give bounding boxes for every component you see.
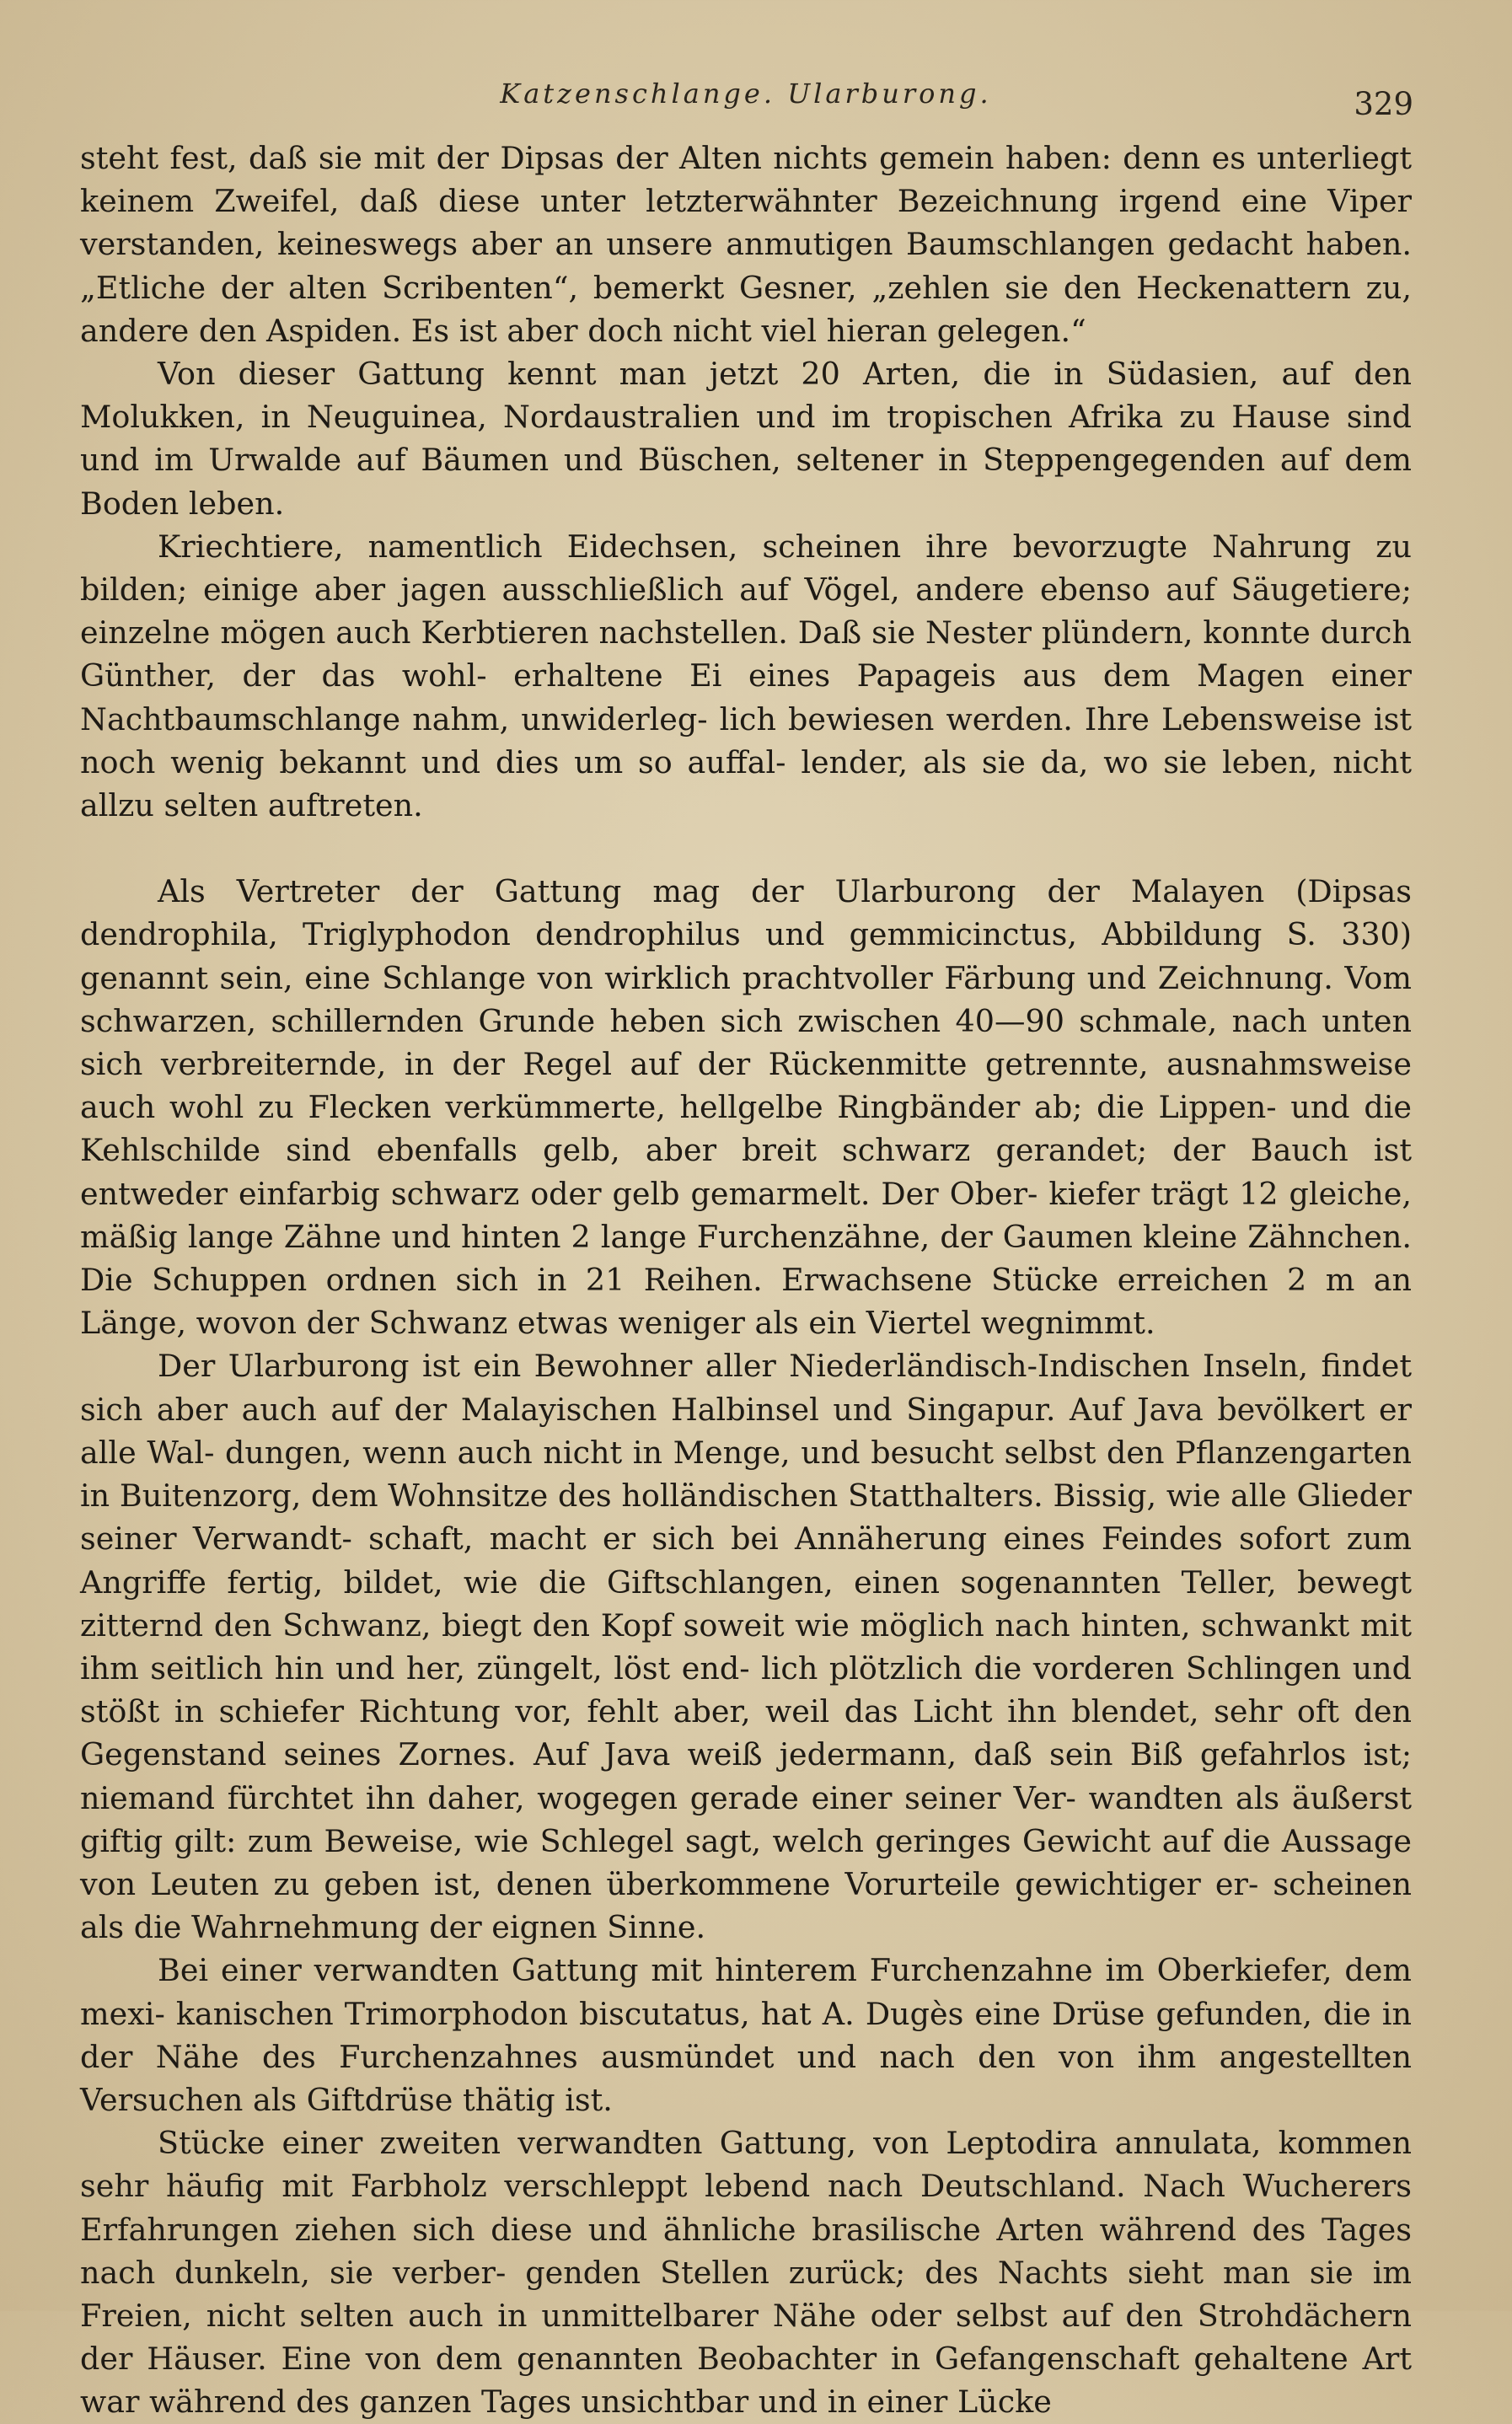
page-number: 329 bbox=[1354, 86, 1413, 122]
paragraph-3: Kriechtiere, namentlich Eidechsen, scheinen ihre bevorzugte Nahrung zu bilden; einige aber jagen ausschließlich auf Vögel, andere ebenso auf Säugetiere; einzelne mögen auch Kerbtieren nachstellen. Daß sie Nester plündern, konnte durch Günther, der das wohl- erhaltene Ei eines Papageis aus dem Magen einer Nachtbaumschlange nahm, unwiderleg- lich bewiesen werden. Ihre Lebensweise ist noch wenig bekannt und dies um so auffal- lender, als sie da, wo sie leben, nicht allzu selten auftreten. bbox=[80, 528, 1412, 824]
running-title: Katzenschlange. Ularburong. bbox=[500, 78, 992, 110]
paragraph-6: Bei einer verwandten Gattung mit hinterem Furchenzahne im Oberkiefer, dem mexi- kanischen Trimorphodon biscutatus, hat A. Dugès eine Drüse gefunden, die in der Nähe des Furchenzahnes ausmündet und nach den von ihm angestellten Versuchen als Giftdrüse thätig ist. bbox=[80, 1952, 1412, 2118]
book-page bbox=[80, 0, 1413, 2421]
paragraph-4: Als Vertreter der Gattung mag der Ularburong der Malayen (Dipsas dendrophila, Triglyphodon dendrophilus und gemmicinctus, Abbildung S. 330) genannt sein, eine Schlange von wirklich prachtvoller Färbung und Zeichnung. Vom schwarzen, schillernden Grunde heben sich zwischen 40—90 schmale, nach unten sich verbreiternde, in der Regel auf der Rückenmitte getrennte, ausnahmsweise auch wohl zu Flecken verkümmerte, hellgelbe Ringbänder ab; die Lippen- und die Kehlschilde sind ebenfalls gelb, aber breit schwarz gerandet; der Bauch ist entweder einfarbig schwarz oder gelb gemarmelt. Der Ober- kiefer trägt 12 gleiche, mäßig lange Zähne und hinten 2 lange Furchenzähne, der Gaumen kleine Zähnchen. Die Schuppen ordnen sich in 21 Reihen. Erwachsene Stücke erreichen 2 m an Länge, wovon der Schwanz etwas weniger als ein Viertel wegnimmt. bbox=[80, 873, 1412, 1342]
paragraph-7: Stücke einer zweiten verwandten Gattung, von Leptodira annulata, kommen sehr häufig mit Farbholz verschleppt lebend nach Deutschland. Nach Wucherers Erfahrungen ziehen sich diese und ähnliche brasilische Arten während des Tages nach dunkeln, sie verber- genden Stellen zurück; des Nachts sieht man sie im Freien, nicht selten auch in unmittelbarer Nähe oder selbst auf den Strohdächern der Häuser. Eine von dem genannten Beobachter in Gefangenschaft gehaltene Art war während des ganzen Tages unsichtbar und in einer Lücke bbox=[80, 2125, 1412, 2421]
paragraph-1: steht fest, daß sie mit der Dipsas der Alten nichts gemein haben: denn es unterliegt keinem Zweifel, daß diese unter letzterwähnter Bezeichnung irgend eine Viper verstanden, keineswegs aber an unsere anmutigen Baumschlangen gedacht haben. „Etliche der alten Scribenten“, bemerkt Gesner, „zehlen sie den Heckenattern zu, andere den Aspiden. Es ist aber doch nicht viel hieran gelegen.“ bbox=[80, 140, 1412, 349]
paragraph-2: Von dieser Gattung kennt man jetzt 20 Arten, die in Südasien, auf den Molukken, in Neuguinea, Nordaustralien und im tropischen Afrika zu Hause sind und im Urwalde auf Bäumen und Büschen, seltener in Steppengegenden auf dem Boden leben. bbox=[80, 356, 1412, 522]
paragraph-5: Der Ularburong ist ein Bewohner aller Niederländisch-Indischen Inseln, findet sich aber auch auf der Malayischen Halbinsel und Singapur. Auf Java bevölkert er alle Wal- dungen, wenn auch nicht in Menge, und besucht selbst den Pflanzengarten in Buitenzorg, dem Wohnsitze des holländischen Statthalters. Bissig, wie alle Glieder seiner Verwandt- schaft, macht er sich bei Annäherung eines Feindes sofort zum Angriffe fertig, bildet, wie die Giftschlangen, einen sogenannten Teller, bewegt zitternd den Schwanz, biegt den Kopf soweit wie möglich nach hinten, schwankt mit ihm seitlich hin und her, züngelt, löst end- lich plötzlich die vorderen Schlingen und stößt in schiefer Richtung vor, fehlt aber, weil das Licht ihn blendet, sehr oft den Gegenstand seines Zornes. Auf Java weiß jedermann, daß sein Biß gefahrlos ist; niemand fürchtet ihn daher, wogegen gerade einer seiner Ver- wandten als äußerst giftig gilt: zum Beweise, wie Schlegel sagt, welch geringes Gewicht auf die Aussage von Leuten zu geben ist, denen überkommene Vorurteile gewichtiger er- scheinen als die Wahrnehmung der eignen Sinne. bbox=[80, 1348, 1412, 1946]
running-head bbox=[80, 78, 1412, 128]
body-text bbox=[80, 137, 1412, 2424]
